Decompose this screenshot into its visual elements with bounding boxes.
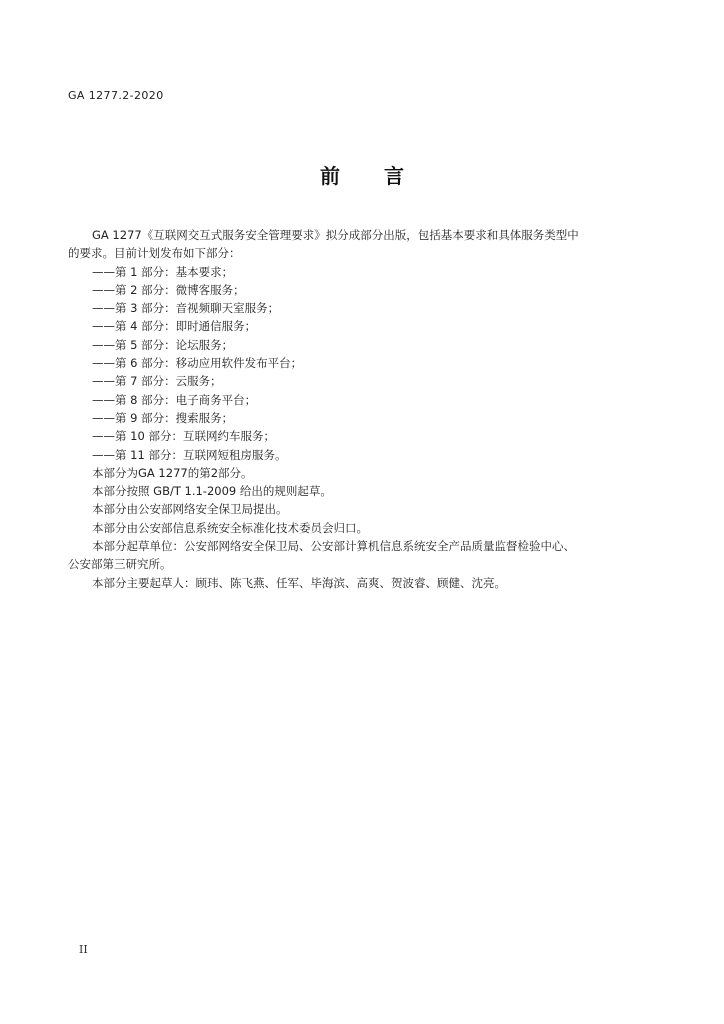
title-char-1: 前 [320,164,340,188]
part-item: ——第 6 部分：移动应用软件发布平台； [92,356,303,371]
paragraph-drafting-units-line-2: 公安部第三研究所。 [68,557,172,572]
paragraph-drafters: 本部分主要起草人：顾玮、陈飞燕、任军、毕海滨、高爽、贺波睿、顾健、沈亮。 [92,575,506,590]
paragraph-drafting-rules: 本部分按照 GB/T 1.1-2009 给出的规则起草。 [92,484,332,499]
part-item: ——第 9 部分：搜索服务； [92,410,234,425]
part-item: ——第 2 部分：微博客服务； [92,282,245,297]
part-item: ——第 1 部分：基本要求； [92,264,234,279]
paragraph-part-statement: 本部分为GA 1277的第2部分。 [92,465,253,480]
part-item: ——第 8 部分：电子商务平台； [92,392,257,407]
part-item: ——第 11 部分：互联网短租房服务。 [92,447,287,462]
intro-line-1: GA 1277《互联网交互式服务安全管理要求》拟分成部分出版，包括基本要求和具体服务类型中 [92,228,579,242]
page-number: II [79,943,88,956]
intro-line-2: 的要求。目前计划发布如下部分： [68,246,241,261]
document-body [68,226,658,592]
part-item: ——第 10 部分：互联网约车服务； [92,429,275,444]
part-item: ——第 4 部分：即时通信服务； [92,319,257,334]
part-item: ——第 5 部分：论坛服务； [92,337,234,352]
page-title [0,160,724,189]
title-char-2: 言 [384,164,404,188]
paragraph-proposer: 本部分由公安部网络安全保卫局提出。 [92,502,288,517]
part-item: ——第 3 部分：音视频聊天室服务； [92,301,280,316]
document-code: GA 1277.2-2020 [68,89,164,102]
paragraph-administrator: 本部分由公安部信息系统安全标准化技术委员会归口。 [92,520,368,535]
part-item: ——第 7 部分：云服务； [92,374,222,389]
paragraph-drafting-units-line-1: 本部分起草单位：公安部网络安全保卫局、公安部计算机信息系统安全产品质量监督检验中心、 [92,539,575,554]
